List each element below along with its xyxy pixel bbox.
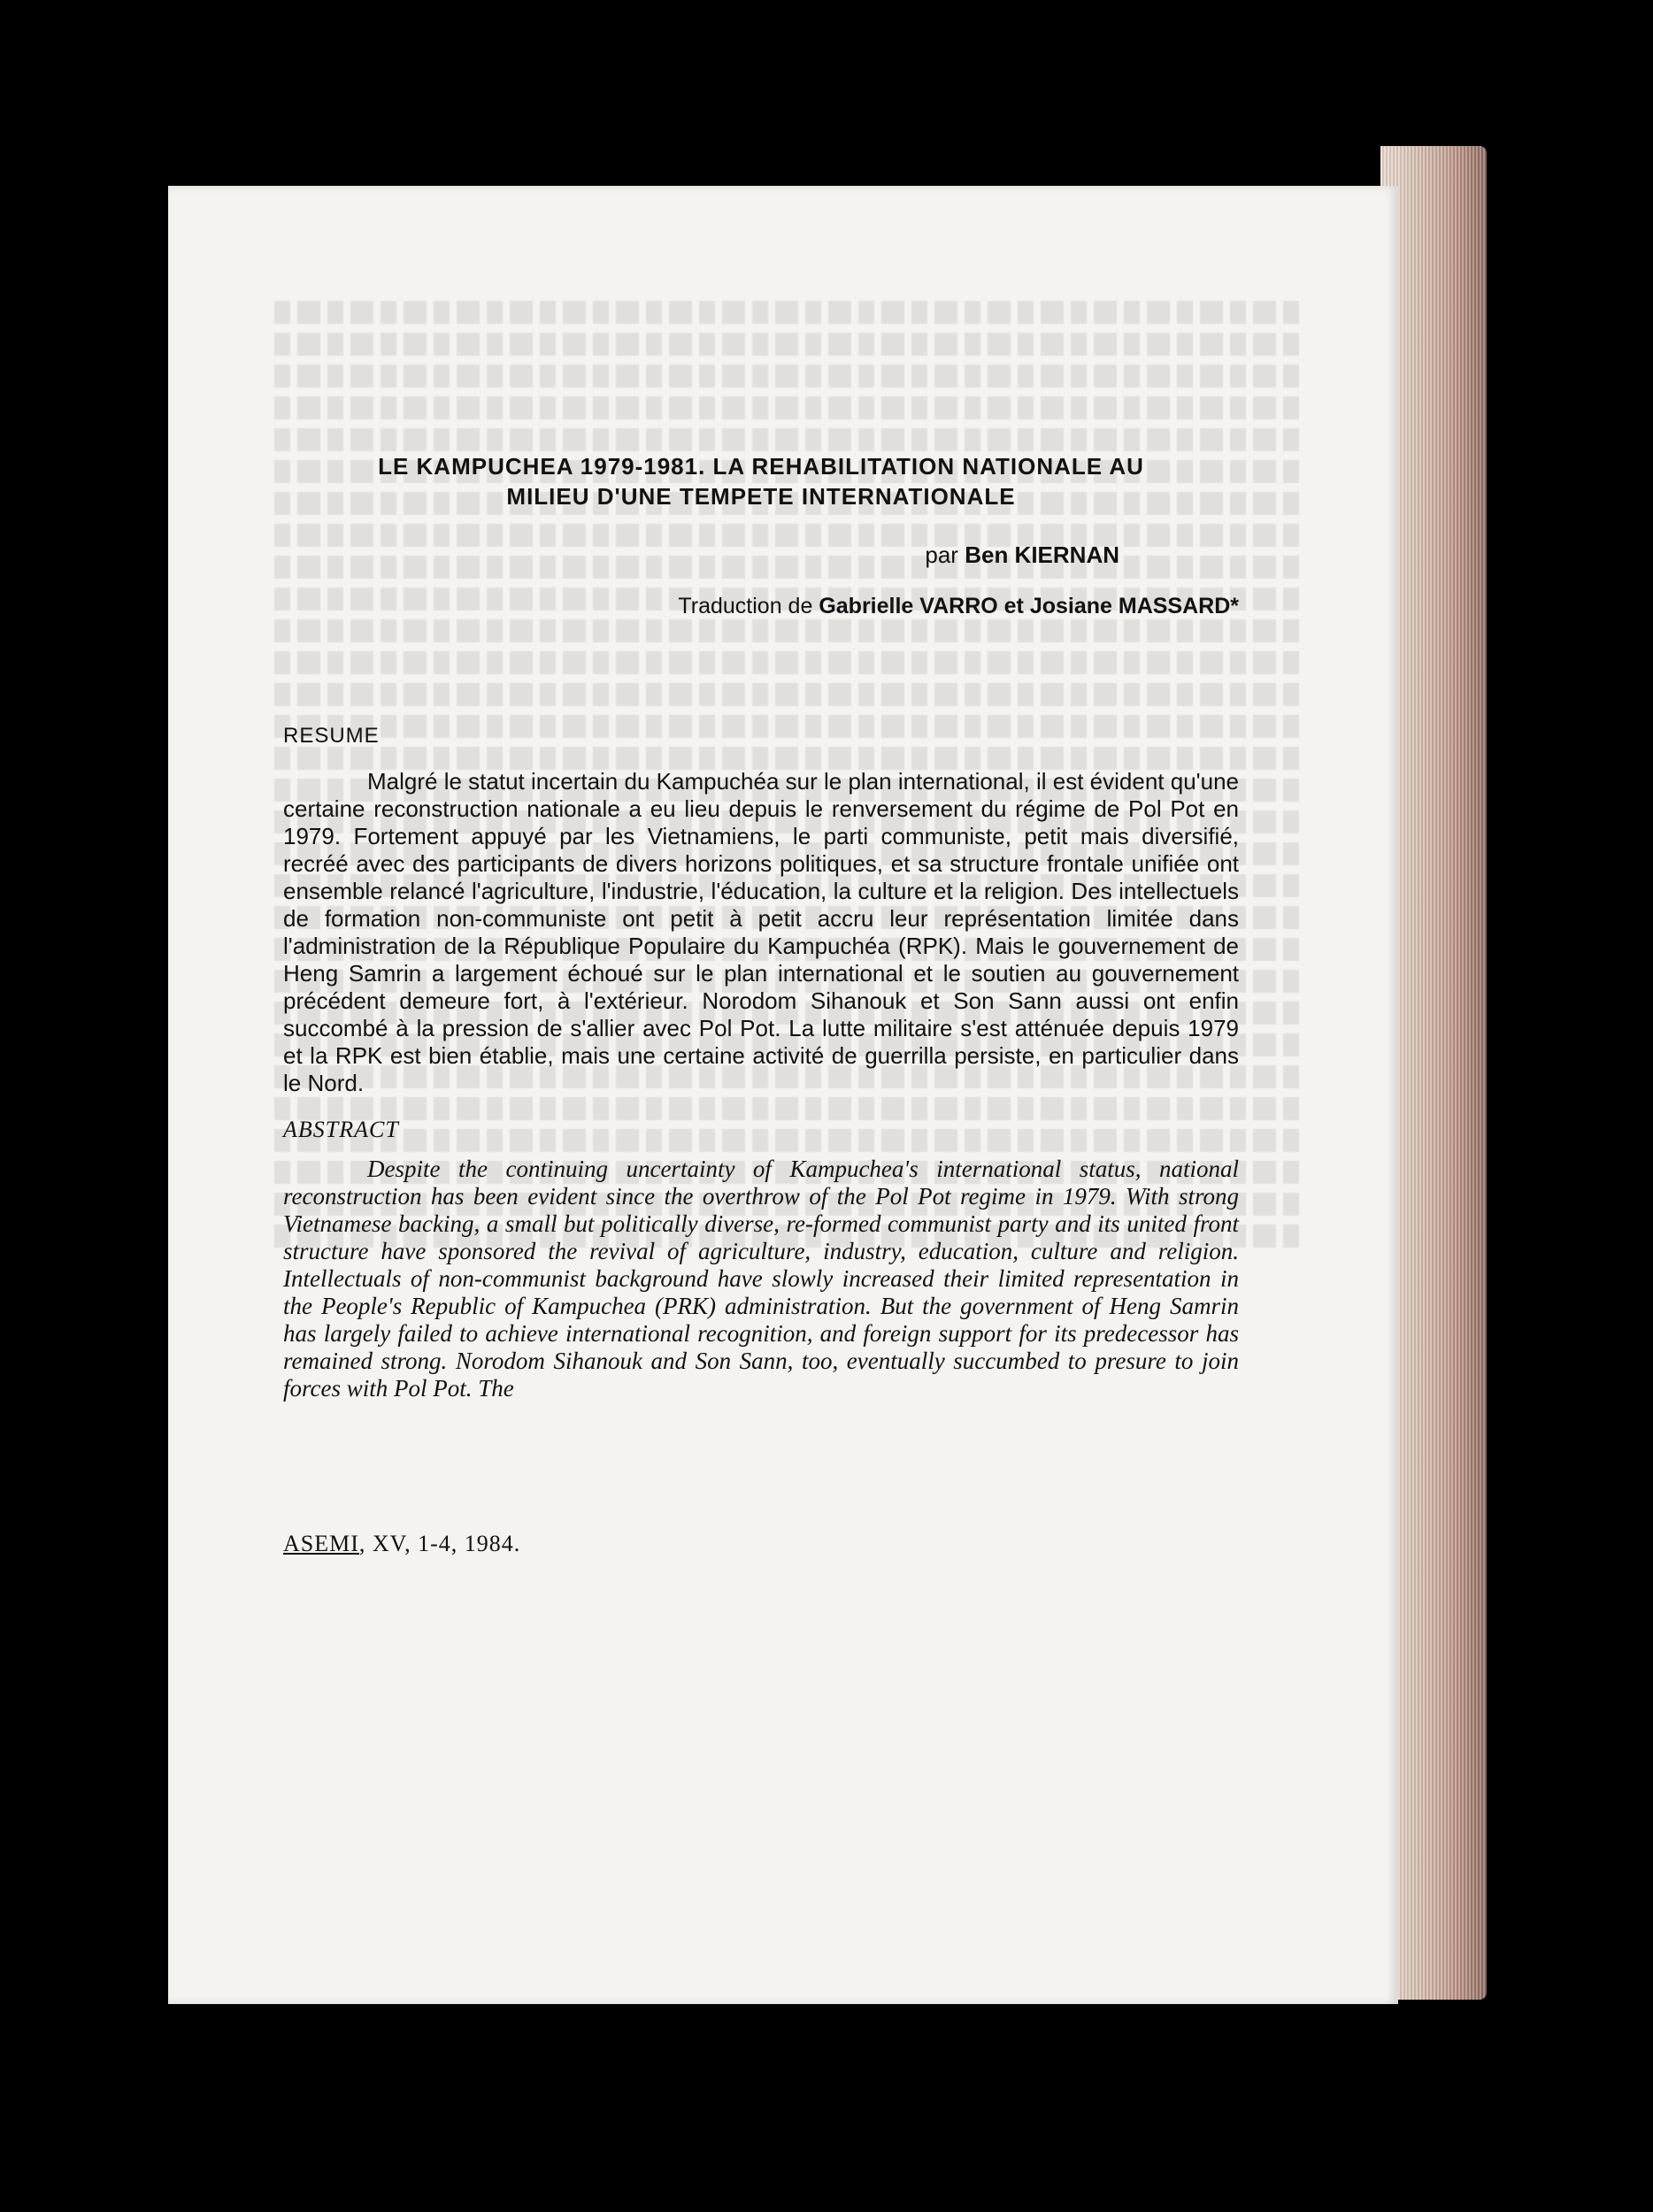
author-prefix: par: [925, 541, 958, 568]
translation-line: [283, 594, 1239, 619]
title-line-2: MILIEU D'UNE TEMPETE INTERNATIONALE: [506, 483, 1016, 510]
title-line-1: LE KAMPUCHEA 1979-1981. LA REHABILITATION NATIONALE AU: [378, 453, 1144, 480]
translators: Gabrielle VARRO et Josiane MASSARD*: [819, 594, 1239, 618]
resume-text: Malgré le statut incertain du Kampuchéa sur le plan international, il est évident qu'une certaine reconstruction nationale a eu lieu depuis le renversement du régime de Pol Pot en 1979. Fortement appuyé par les Vietnamiens, le parti communiste, petit mais diversifié, recréé avec des participants de divers horizons politiques, et sa structure frontale unifiée ont ensemble relancé l'agriculture, l'industrie, l'éducation, la culture et la religion. Des intellectuels de formation non-communiste ont petit à petit accru leur représentation limitée dans l'administration de la République Populaire du Kampuchéa (RPK). Mais le gouvernement de Heng Samrin a largement échoué sur le plan international et le soutien au gouvernement précédent demeure fort, à l'extérieur. Norodom Sihanouk et Son Sann aussi ont enfin succombé à la pression de s'allier avec Pol Pot. La lutte militaire s'est atténuée depuis 1979 et la RPK est bien établie, mais une certaine activité de guerrilla persiste, en particulier dans le Nord.: [283, 768, 1239, 1096]
abstract-text: Despite the continuing uncertainty of Kampuchea's international status, national reconstruction has been evident since the overthrow of the Pol Pot regime in 1979. With strong Vietnamese backing, a small but politically diverse, re-formed communist party and its united front structure have sponsored the revival of agriculture, industry, education, culture and religion. Intellectuals of non-communist background have slowly increased their limited representation in the People's Republic of Kampuchea (PRK) administration. But the government of Heng Samrin has largely failed to achieve international recognition, and foreign support for its predecessor has remained strong. Norodom Sihanouk and Son Sann, too, eventually succumbed to presure to join forces with Pol Pot. The: [283, 1156, 1239, 1402]
journal-name: ASEMI: [283, 1531, 359, 1556]
journal-issue: , XV, 1-4, 1984.: [358, 1531, 521, 1556]
article-content: [283, 451, 1239, 1402]
abstract-heading: ABSTRACT: [283, 1117, 399, 1142]
journal-citation: [283, 1531, 520, 1557]
translation-prefix: Traduction de: [678, 594, 813, 618]
resume-heading: RESUME: [283, 724, 380, 748]
author-name: Ben KIERNAN: [965, 541, 1119, 568]
author-line: [283, 541, 1119, 569]
article-title: [283, 451, 1239, 511]
book-page: [168, 186, 1398, 2004]
